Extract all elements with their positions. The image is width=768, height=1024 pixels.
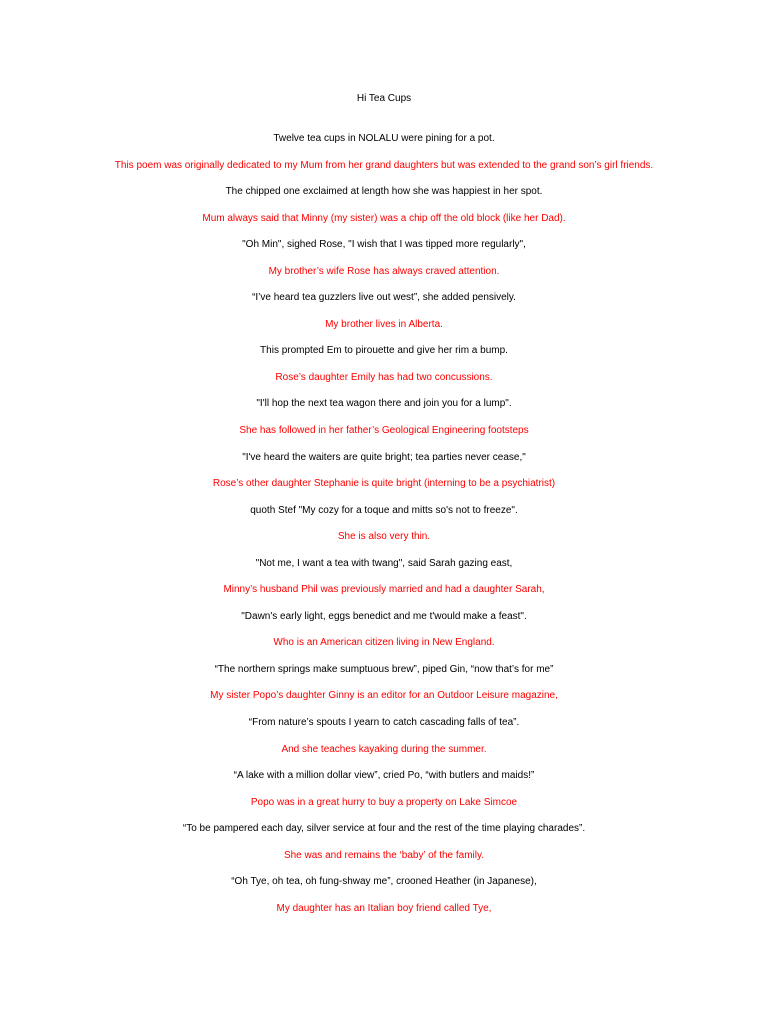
verse-line: "I'll hop the next tea wagon there and join you for a lump".: [256, 398, 512, 410]
annotation-line: Minny’s husband Phil was previously married and had a daughter Sarah,: [223, 584, 545, 596]
verse-line: “Oh Tye, oh tea, oh fung-shway me”, crooned Heather (in Japanese),: [231, 876, 537, 888]
verse-line: quoth Stef "My cozy for a toque and mitts so's not to freeze".: [250, 504, 518, 516]
verse-line: Twelve tea cups in NOLALU were pining for a pot.: [273, 133, 495, 144]
annotation-line: And she teaches kayaking during the summer.: [281, 743, 487, 755]
annotation-line: My daughter has an Italian boy friend called Tye,: [276, 902, 492, 914]
poem-body: [0, 133, 768, 929]
annotation-line: Rose’s other daughter Stephanie is quite bright (interning to be a psychiatrist): [212, 478, 556, 490]
annotation-line: Mum always said that Minny (my sister) was a chip off the old block (like her Dad).: [202, 212, 566, 224]
annotation-line: Rose’s daughter Emily has had two concussions.: [275, 371, 493, 383]
annotation-line: She has followed in her father’s Geological Engineering footsteps: [239, 425, 529, 437]
verse-line: The chipped one exclaimed at length how she was happiest in her spot.: [225, 186, 543, 198]
annotation-line: Who is an American citizen living in New England.: [273, 637, 495, 649]
verse-line: "Dawn's early light, eggs benedict and me t'would make a feast".: [241, 610, 527, 622]
poem-title: Hi Tea Cups: [356, 93, 412, 104]
annotation-line: She was and remains the ‘baby’ of the family.: [283, 849, 485, 861]
annotation-line: This poem was originally dedicated to my Mum from her grand daughters but was extended to the grand son’s girl friends.: [114, 159, 654, 171]
annotation-line: She is also very thin.: [337, 531, 431, 543]
annotation-line: My sister Popo’s daughter Ginny is an editor for an Outdoor Leisure magazine,: [210, 690, 558, 702]
verse-line: "Oh Min", sighed Rose, "I wish that I was tipped more regularly",: [242, 239, 526, 251]
verse-line: This prompted Em to pirouette and give her rim a bump.: [260, 345, 508, 357]
verse-line: “To be pampered each day, silver service at four and the rest of the time playing charades”.: [182, 823, 586, 835]
verse-line: "I've heard the waiters are quite bright; tea parties never cease,": [242, 451, 526, 463]
verse-line: "Not me, I want a tea with twang", said Sarah gazing east,: [255, 557, 513, 569]
verse-line: “I’ve heard tea guzzlers live out west”, she added pensively.: [252, 292, 516, 304]
verse-line: “A lake with a million dollar view”, cried Po, “with butlers and maids!”: [233, 770, 535, 782]
annotation-line: My brother’s wife Rose has always craved attention.: [268, 265, 500, 277]
annotation-line: Popo was in a great hurry to buy a property on Lake Simcoe: [250, 796, 518, 808]
verse-line: “The northern springs make sumptuous brew”, piped Gin, “now that’s for me”: [214, 663, 554, 675]
annotation-line: My brother lives in Alberta.: [325, 318, 443, 330]
verse-line: “From nature’s spouts I yearn to catch cascading falls of tea”.: [248, 717, 520, 729]
